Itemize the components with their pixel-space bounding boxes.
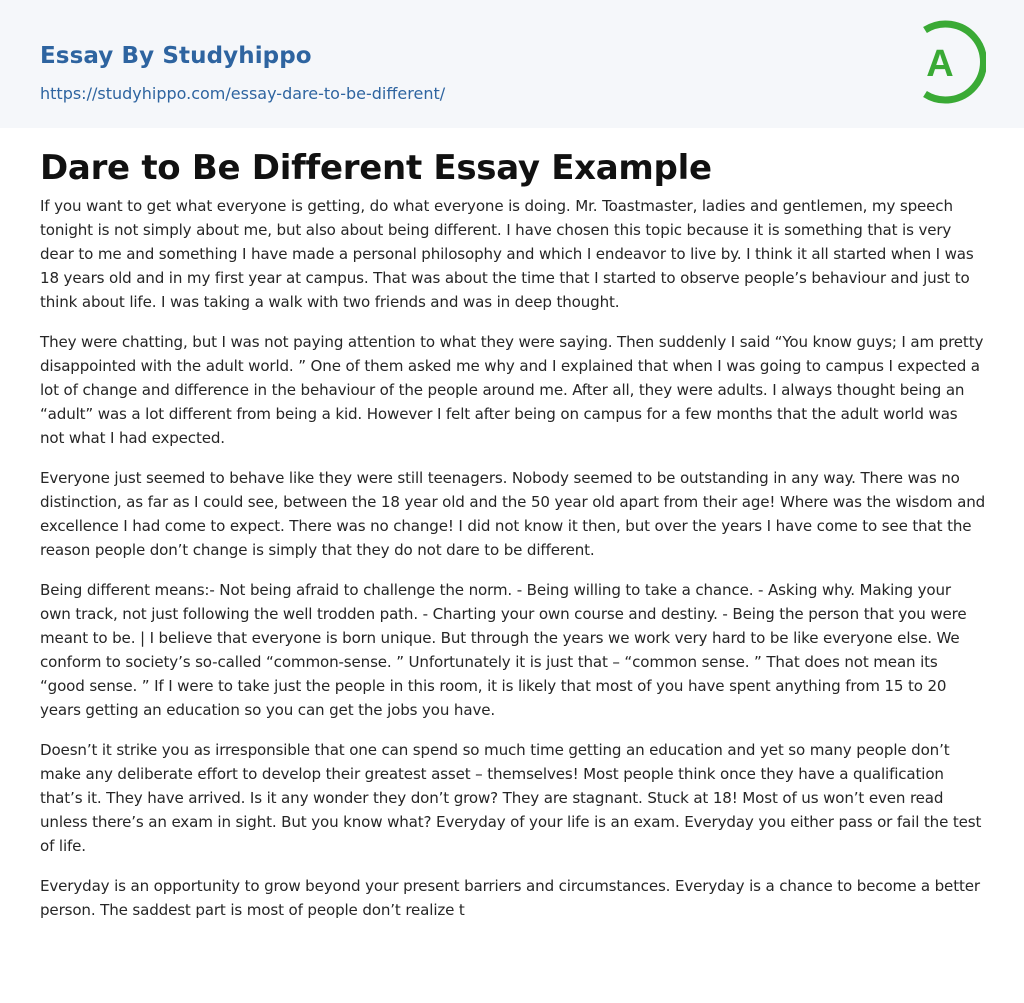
- essay-paragraph: Doesn’t it strike you as irresponsible that one can spend so much time getting an education and yet so many people don’t make any deliberate effort to develop their greatest asset – themselves! Most people think once they have a qualification that’s it. They have arrived. Is it any wonder they don’t grow? They are stagnant. Stuck at 18! Most of us won’t even read unless there’s an exam in sight. But you know what? Everyday of your life is an exam. Everyday you either pass or fail the test of life.: [40, 741, 982, 855]
- essay-paragraph: If you want to get what everyone is getting, do what everyone is doing. Mr. Toastmaster, ladies and gentlemen, my speech tonight is not simply about me, but also about being different. I have chosen this topic because it is something that is very dear to me and something I have made a personal philosophy and which I endeavor to live by. I think it all started when I was 18 years old and in my first year at campus. That was about the time that I started to observe people’s behaviour and just to think about life. I was taking a walk with two friends and was in deep thought.: [40, 197, 974, 311]
- essay-url-link[interactable]: https://studyhippo.com/essay-dare-to-be-different/: [40, 84, 446, 103]
- logo-letter: A: [926, 43, 954, 85]
- site-brand[interactable]: Essay By Studyhippo: [40, 43, 312, 69]
- essay-paragraph: Everyone just seemed to behave like they were still teenagers. Nobody seemed to be outstanding in any way. There was no distinction, as far as I could see, between the 18 year old and the 50 year old apart from their age! Where was the wisdom and excellence I had come to expect. There was no change! I did not know it then, but over the years I have come to see that the reason people don’t change is simply that they do not dare to be different.: [40, 469, 986, 559]
- essay-title: Dare to Be Different Essay Example: [40, 148, 712, 188]
- site-header: [0, 0, 1024, 128]
- essay-paragraph: They were chatting, but I was not paying attention to what they were saying. Then suddenly I said “You know guys; I am pretty disappointed with the adult world. ” One of them asked me why and I explained that when I was going to campus I expected a lot of change and difference in the behaviour of the people around me. After all, they were adults. I always thought being an “adult” was a lot different from being a kid. However I felt after being on campus for a few months that the adult world was not what I had expected.: [40, 333, 984, 447]
- essay-paragraph: Being different means:- Not being afraid to challenge the norm. - Being willing to take a chance. - Asking why. Making your own track, not just following the well trodden path. - Charting your own course and destiny. - Being the person that you were meant to be. | I believe that everyone is born unique. But through the years we work very hard to be like everyone else. We conform to society’s so-called “common-sense. ” Unfortunately it is just that – “common sense. ” That does not mean its “good sense. ” If I were to take just the people in this room, it is likely that most of you have spent anything from 15 to 20 years getting an education so you can get the jobs you have.: [40, 581, 967, 719]
- circle-a-logo-icon[interactable]: [912, 18, 986, 106]
- essay-paragraph: Everyday is an opportunity to grow beyond your present barriers and circumstances. Everyday is a chance to become a better person. The saddest part is most of people don’t realize t: [40, 877, 980, 919]
- essay-body: [40, 194, 986, 938]
